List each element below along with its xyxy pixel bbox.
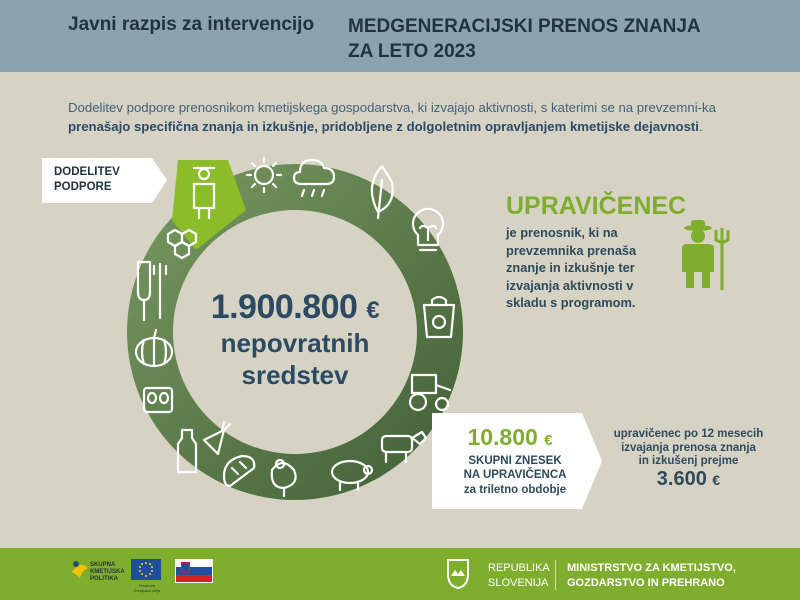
- sum-label-line1: SKUPNI ZNESEK: [468, 455, 562, 467]
- header-title-line2: ZA LETO 2023: [348, 41, 476, 62]
- intro-bold-text: prenašajo specifična znanja in izkušnje, pridobljene z dolgoletnim opravljanjem kmetijske dejavnosti: [68, 119, 699, 134]
- intro-end: .: [698, 119, 703, 134]
- sum-per-beneficiary: [440, 424, 580, 451]
- sum-period: za triletno obdobje: [463, 484, 567, 496]
- sum-currency: €: [544, 432, 553, 449]
- after-amount-value: 3.600: [656, 468, 707, 490]
- footer-divider: [555, 560, 556, 590]
- eu-caption-line1: Financira: [138, 583, 156, 588]
- ministry-line1: MINISTRSTVO ZA KMETIJSTVO,: [567, 562, 736, 574]
- eu-caption-line2: Evropska unija: [133, 588, 161, 593]
- intro-text: Dodelitev podpore prenosnikom kmetijskega gospodarstva, ki izvajajo aktivnosti, s katerimi se na prevzemni-ka: [68, 100, 716, 115]
- after-currency: €: [712, 472, 721, 488]
- total-funds: [190, 288, 400, 391]
- award-tag-line1: DODELITEV: [54, 166, 120, 178]
- sum-amount-value: 10.800: [467, 424, 538, 450]
- cap-line3: POLITIKA: [90, 576, 118, 582]
- after-12-months-amount: [596, 468, 781, 491]
- cap-line2: KMETIJSKA: [90, 569, 125, 575]
- republic-line2: SLOVENIJA: [488, 577, 549, 589]
- ministry-line2: GOZDARSTVO IN PREHRANO: [567, 577, 725, 589]
- header-left-title: Javni razpis za intervencijo: [68, 14, 315, 35]
- ministry-label: [567, 561, 736, 591]
- after-line3: in izkušenj prejme: [638, 455, 739, 467]
- republic-line1: REPUBLIKA: [488, 562, 550, 574]
- total-label-line1: nepovratnih: [220, 328, 370, 358]
- intro-paragraph: [68, 98, 758, 136]
- eu-flag-icon: [131, 559, 161, 580]
- award-tag-label: [54, 165, 144, 195]
- cap-line1: SKUPNA: [90, 562, 116, 568]
- total-label-line2: sredstev: [241, 360, 349, 390]
- award-tag-line2: PODPORE: [54, 181, 112, 193]
- after-line2: izvajanja prenosa znanja: [621, 441, 756, 454]
- cap-logo-icon: [70, 558, 90, 580]
- after-12-months-text: [596, 428, 781, 469]
- sum-label-line2: NA UPRAVIČENCA: [463, 468, 567, 481]
- header-right-title: [348, 14, 768, 64]
- farmer-green-icon: [676, 218, 736, 294]
- slovenia-coat-of-arms-icon: [446, 558, 470, 590]
- beneficiary-title: UPRAVIČENEC: [506, 192, 687, 220]
- after-line1: upravičenec po 12 mesecih: [613, 428, 764, 440]
- eu-caption: [126, 583, 168, 593]
- header-title-line1: MEDGENERACIJSKI PRENOS ZNANJA: [348, 16, 701, 37]
- beneficiary-description: je prenosnik, ki na prevzemnika prenaša znanje in izkušnje ter izvajanja aktivnosti v skladu s programom.: [506, 225, 637, 310]
- republic-label: [488, 561, 550, 591]
- slovenia-flag-icon: [175, 559, 213, 583]
- total-amount: 1.900.800: [210, 288, 358, 326]
- total-currency: €: [366, 297, 380, 324]
- sum-label: [440, 455, 590, 482]
